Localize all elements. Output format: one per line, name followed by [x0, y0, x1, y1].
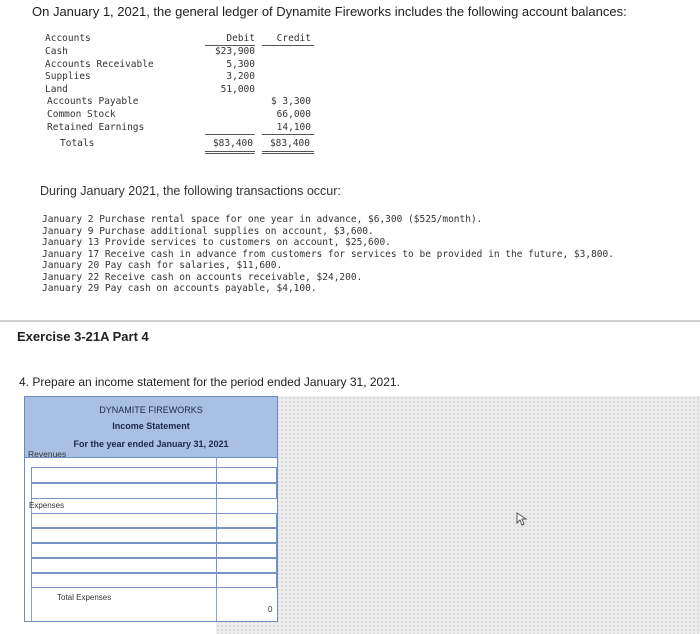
- transaction-item: January 17 Receive cash in advance from customers for services to be provided in the future, $3,800.: [42, 248, 614, 260]
- expenses-label: Expenses: [29, 501, 65, 510]
- transaction-item: January 13 Provide services to customers on account, $25,600.: [42, 237, 391, 248]
- ledger-row: Accounts Receivable 5,300: [45, 58, 255, 70]
- ledger-header-debit: Debit: [226, 33, 255, 44]
- statement-company: DYNAMITE FIREWORKS: [99, 405, 203, 415]
- ledger-header-credit: Credit: [276, 33, 311, 44]
- revenue-account-input[interactable]: [31, 483, 217, 499]
- expense-amount-input[interactable]: [216, 513, 277, 528]
- transactions-intro: During January 2021, the following transactions occur:: [40, 184, 341, 198]
- expense-amount-input[interactable]: [216, 543, 277, 558]
- expense-account-input[interactable]: [31, 543, 217, 558]
- ledger-row: Supplies 3,200: [45, 71, 255, 83]
- transaction-item: January 2 Purchase rental space for one year in advance, $6,300 ($525/month).: [42, 214, 483, 225]
- ledger-row: Accounts Payable $ 3,300: [47, 96, 311, 108]
- worksheet-background: [216, 396, 700, 634]
- ledger-double-underline: [205, 153, 255, 154]
- income-statement: [24, 396, 278, 622]
- statement-period: For the year ended January 31, 2021: [73, 439, 229, 449]
- ledger-row: Retained Earnings 14,100: [47, 121, 311, 133]
- ledger-subtotal-line: [205, 134, 255, 135]
- expense-account-input[interactable]: [31, 513, 217, 528]
- revenue-account-input[interactable]: [31, 467, 217, 483]
- ledger-header-accounts: Accounts: [45, 33, 91, 44]
- ledger-double-underline: [262, 151, 314, 152]
- expense-amount-input[interactable]: [216, 558, 277, 573]
- section-divider: [0, 320, 700, 322]
- expense-account-input[interactable]: [31, 558, 217, 573]
- ledger-totals-credit: $83,400: [269, 138, 310, 149]
- revenue-amount-input[interactable]: [216, 483, 277, 499]
- ledger-totals-row: [60, 138, 315, 151]
- ledger-totals-label: Totals: [60, 138, 95, 149]
- ledger-double-underline: [262, 153, 314, 154]
- ledger-header: [45, 33, 315, 46]
- ledger-totals-debit: $83,400: [212, 138, 253, 149]
- total-expenses-value: 0: [268, 605, 273, 614]
- revenue-amount-input[interactable]: [216, 467, 277, 483]
- mouse-cursor-icon: [516, 512, 528, 529]
- ledger-row: Land 51,000: [45, 83, 255, 95]
- requirement-text: 4. Prepare an income statement for the period ended January 31, 2021.: [19, 375, 400, 389]
- transaction-item: January 22 Receive cash on accounts receivable, $24,200.: [42, 271, 363, 283]
- expense-account-input[interactable]: [31, 573, 217, 588]
- problem-intro: On January 1, 2021, the general ledger of Dynamite Fireworks includes the following account balances:: [32, 4, 627, 19]
- expense-amount-input[interactable]: [216, 573, 277, 588]
- transaction-item: January 29 Pay cash on accounts payable, $4,100.: [42, 283, 317, 294]
- ledger-subtotal-line: [262, 134, 314, 135]
- expense-amount-input[interactable]: [216, 528, 277, 543]
- total-expenses-label: Total Expenses: [57, 593, 112, 602]
- statement-name: Income Statement: [112, 421, 190, 431]
- transaction-item: January 20 Pay cash for salaries, $11,600.: [42, 260, 283, 271]
- exercise-title: Exercise 3-21A Part 4: [17, 329, 149, 344]
- expense-account-input[interactable]: [31, 528, 217, 543]
- ledger-double-underline: [205, 151, 255, 152]
- revenues-label: Revenues: [28, 449, 67, 459]
- ledger-row: Cash $23,900: [45, 46, 255, 57]
- transaction-item: January 9 Purchase additional supplies on account, $3,600.: [42, 225, 374, 237]
- ledger-row: Common Stock 66,000: [47, 109, 311, 120]
